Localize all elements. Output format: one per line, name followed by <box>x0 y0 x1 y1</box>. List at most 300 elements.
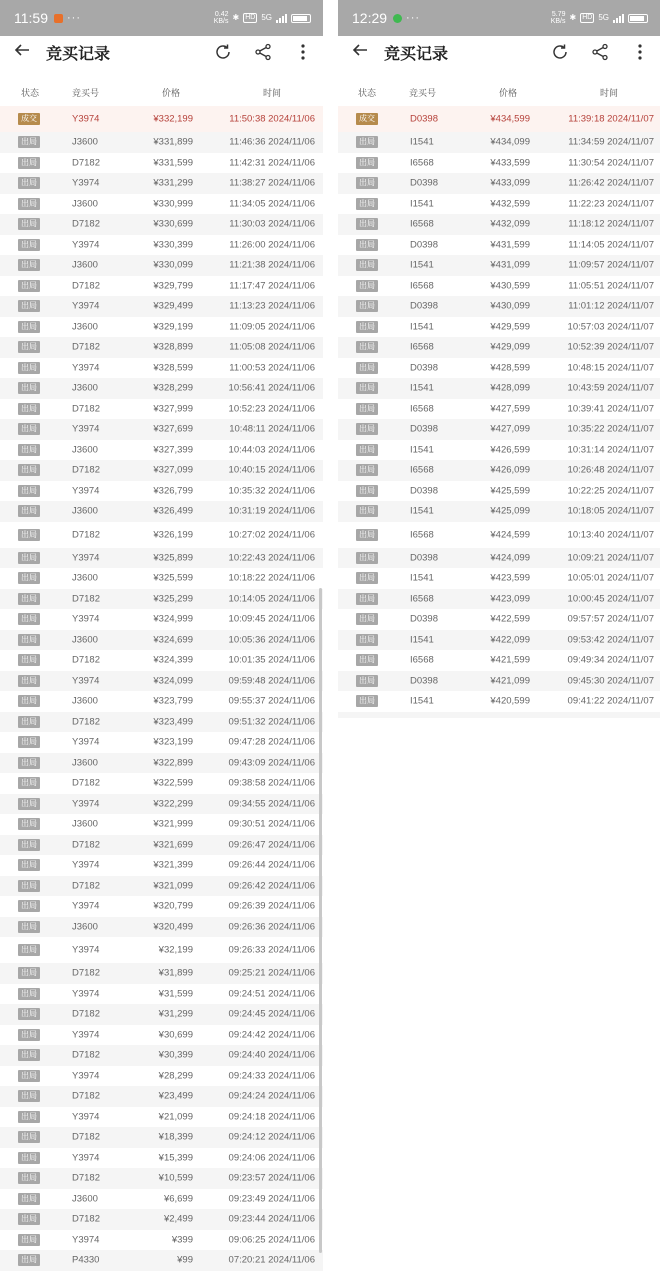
bid-row <box>338 568 660 589</box>
col-time: 时间 <box>600 88 619 98</box>
bid-row <box>0 1025 323 1046</box>
bid-price: ¥429,599 <box>490 321 530 333</box>
status-badge: 出局 <box>18 300 40 312</box>
bid-time: 09:26:36 2024/11/06 <box>228 921 315 933</box>
bidder-number: Y3974 <box>72 362 100 374</box>
share-icon[interactable] <box>590 42 610 62</box>
bid-time: 09:26:42 2024/11/06 <box>228 880 315 892</box>
col-bidder: 竞买号 <box>72 88 100 98</box>
signal-icon <box>613 14 624 23</box>
bid-time: 10:52:39 2024/11/07 <box>567 341 654 353</box>
status-badge: 出局 <box>18 1131 40 1143</box>
bid-time: 09:24:40 2024/11/06 <box>228 1049 315 1061</box>
bid-row <box>0 399 323 420</box>
bidder-number: Y3974 <box>72 423 100 435</box>
bid-time: 10:26:48 2024/11/07 <box>567 464 654 476</box>
bid-time: 11:05:08 2024/11/06 <box>229 341 315 353</box>
bid-row <box>0 691 323 712</box>
status-badge: 出局 <box>18 423 40 435</box>
right-screen <box>338 0 660 1281</box>
bid-time: 10:18:05 2024/11/07 <box>567 505 654 517</box>
bidder-number: D0398 <box>410 300 438 312</box>
bid-price: ¥329,199 <box>153 321 193 333</box>
bid-row <box>0 235 323 256</box>
bid-row <box>338 378 660 399</box>
bid-row <box>0 1189 323 1210</box>
bidder-number: D7182 <box>72 1008 100 1020</box>
bid-row <box>338 481 660 502</box>
status-badge: 出局 <box>18 777 40 789</box>
bid-row <box>338 650 660 671</box>
bidder-number: D7182 <box>72 1172 100 1184</box>
bid-row <box>338 132 660 153</box>
status-badge: 出局 <box>18 654 40 666</box>
bid-row <box>338 358 660 379</box>
bid-row <box>0 255 323 276</box>
bid-price: ¥329,799 <box>153 280 193 292</box>
bidder-number: Y3974 <box>72 113 100 125</box>
bid-time: 10:48:15 2024/11/07 <box>567 362 654 374</box>
status-badge: 出局 <box>18 529 40 541</box>
bid-price: ¥322,899 <box>153 757 193 769</box>
bid-row <box>338 548 660 569</box>
bid-time: 09:25:21 2024/11/06 <box>228 967 315 979</box>
bidder-number: D0398 <box>410 613 438 625</box>
bid-row <box>0 650 323 671</box>
bid-price: ¥31,899 <box>158 967 193 979</box>
bid-row <box>338 419 660 440</box>
bid-row <box>0 589 323 610</box>
status-badge: 出局 <box>18 900 40 912</box>
status-badge: 出局 <box>18 485 40 497</box>
status-badge: 成交 <box>18 113 40 125</box>
bid-price: ¥327,399 <box>153 444 193 456</box>
bid-row <box>338 609 660 630</box>
battery-icon <box>291 14 311 23</box>
bid-record-list <box>338 106 660 718</box>
bidder-number: D7182 <box>72 529 100 540</box>
status-badge: 出局 <box>356 157 378 169</box>
app-header <box>0 36 323 68</box>
bid-price: ¥15,399 <box>158 1152 193 1164</box>
network-speed-unit: KB/s <box>550 18 566 25</box>
bid-row <box>338 276 660 297</box>
bid-row <box>0 153 323 174</box>
status-badge: 出局 <box>18 177 40 189</box>
status-badge: 出局 <box>18 1029 40 1041</box>
status-badge: 出局 <box>356 695 378 707</box>
bid-row <box>0 835 323 856</box>
bid-row <box>0 609 323 630</box>
scrollbar[interactable] <box>319 588 322 1253</box>
bid-price: ¥21,099 <box>158 1111 193 1123</box>
bid-time: 11:05:51 2024/11/07 <box>568 280 654 292</box>
bid-row <box>0 214 323 235</box>
bid-price: ¥433,599 <box>490 157 530 169</box>
bid-price: ¥434,099 <box>490 136 530 148</box>
bidder-number: J3600 <box>72 634 98 646</box>
bidder-number: Y3974 <box>72 900 100 912</box>
more-notifications-icon: ··· <box>67 12 81 24</box>
status-badge: 出局 <box>356 218 378 230</box>
bid-row <box>338 399 660 420</box>
bid-time: 11:34:05 2024/11/06 <box>229 198 315 210</box>
bidder-number: J3600 <box>72 259 98 271</box>
bid-price: ¥321,399 <box>153 859 193 871</box>
bid-row <box>0 984 323 1005</box>
status-badge: 出局 <box>356 572 378 584</box>
bid-price: ¥327,099 <box>153 464 193 476</box>
bidder-number: J3600 <box>72 818 98 830</box>
bid-time: 09:57:57 2024/11/07 <box>567 613 654 625</box>
status-badge: 出局 <box>18 593 40 605</box>
status-badge: 出局 <box>18 944 40 956</box>
status-badge: 出局 <box>356 654 378 666</box>
bid-price: ¥323,499 <box>153 716 193 728</box>
status-bar <box>0 0 323 36</box>
bidder-number: Y3974 <box>72 552 100 564</box>
bidder-number: D7182 <box>72 464 100 476</box>
bid-price: ¥428,099 <box>490 382 530 394</box>
bid-price: ¥423,099 <box>490 593 530 605</box>
refresh-icon[interactable] <box>550 42 570 62</box>
status-badge: 出局 <box>18 1234 40 1246</box>
bidder-number: Y3974 <box>72 988 100 1000</box>
bid-time: 10:05:01 2024/11/07 <box>567 572 654 584</box>
bid-row <box>0 337 323 358</box>
bid-row <box>0 132 323 153</box>
status-badge: 出局 <box>18 967 40 979</box>
status-badge: 出局 <box>356 259 378 271</box>
bidder-number: J3600 <box>72 321 98 333</box>
bid-row <box>338 630 660 651</box>
bid-time: 09:43:09 2024/11/06 <box>228 757 315 769</box>
bid-price: ¥430,599 <box>490 280 530 292</box>
app-notification-icon <box>54 14 63 23</box>
bidder-number: Y3974 <box>72 859 100 871</box>
bid-time: 10:14:05 2024/11/06 <box>228 593 315 605</box>
bid-time: 11:09:57 2024/11/07 <box>568 259 654 271</box>
bidder-number: D7182 <box>72 341 100 353</box>
bid-time: 09:24:45 2024/11/06 <box>228 1008 315 1020</box>
bid-time: 09:24:24 2024/11/06 <box>228 1090 315 1102</box>
bidder-number: D0398 <box>410 113 438 125</box>
status-time: 12:29 <box>352 10 388 26</box>
bid-price: ¥320,799 <box>153 900 193 912</box>
status-badge: 出局 <box>356 613 378 625</box>
list-end-spacer <box>338 712 660 718</box>
bidder-number: D0398 <box>410 423 438 435</box>
bid-time: 09:06:25 2024/11/06 <box>228 1234 315 1246</box>
bid-time: 11:50:38 2024/11/06 <box>229 113 315 125</box>
bid-price: ¥432,099 <box>490 218 530 230</box>
status-badge: 出局 <box>18 613 40 625</box>
bidder-number: I6568 <box>410 403 434 415</box>
bid-time: 10:00:45 2024/11/07 <box>567 593 654 605</box>
bid-price: ¥426,099 <box>490 464 530 476</box>
col-bidder: 竞买号 <box>409 88 437 98</box>
bid-row <box>0 194 323 215</box>
bid-row <box>0 419 323 440</box>
bid-time: 09:26:33 2024/11/06 <box>228 944 315 956</box>
bidder-number: I6568 <box>410 654 434 666</box>
bid-price: ¥321,099 <box>153 880 193 892</box>
hd-icon: HD <box>582 14 593 21</box>
bid-record-list <box>0 106 323 1277</box>
bidder-number: I1541 <box>410 259 434 271</box>
bidder-number: D7182 <box>72 1049 100 1061</box>
bid-time: 09:26:47 2024/11/06 <box>228 839 315 851</box>
left-screen <box>0 0 323 1281</box>
bid-time: 10:31:14 2024/11/07 <box>567 444 654 456</box>
status-badge: 出局 <box>356 177 378 189</box>
bidder-number: D7182 <box>72 777 100 789</box>
bidder-number: I6568 <box>410 157 434 169</box>
bidder-number: D7182 <box>72 593 100 605</box>
bidder-number: J3600 <box>72 198 98 210</box>
bid-row <box>338 317 660 338</box>
bid-price: ¥327,999 <box>153 403 193 415</box>
bid-row <box>0 522 323 548</box>
status-badge: 出局 <box>18 1152 40 1164</box>
bid-row <box>0 1168 323 1189</box>
bid-price: ¥323,799 <box>153 695 193 707</box>
bid-price: ¥32,199 <box>158 944 193 956</box>
bid-row <box>0 876 323 897</box>
status-badge: 出局 <box>18 572 40 584</box>
network-speed-unit: KB/s <box>213 18 229 25</box>
bid-time: 09:47:28 2024/11/06 <box>228 736 315 748</box>
bid-row <box>0 1086 323 1107</box>
status-badge: 出局 <box>18 1254 40 1266</box>
bid-time: 11:26:00 2024/11/06 <box>229 239 315 251</box>
bidder-number: D0398 <box>410 552 438 564</box>
bid-time: 10:35:22 2024/11/07 <box>567 423 654 435</box>
bid-time: 09:26:44 2024/11/06 <box>228 859 315 871</box>
bidder-number: Y3974 <box>72 1070 100 1082</box>
bid-row <box>0 501 323 522</box>
bid-price: ¥321,999 <box>153 818 193 830</box>
table-header <box>338 76 660 106</box>
bidder-number: Y3974 <box>72 613 100 625</box>
bid-price: ¥332,199 <box>153 113 193 125</box>
status-badge: 出局 <box>356 423 378 435</box>
bidder-number: Y3974 <box>72 485 100 497</box>
bid-row <box>338 691 660 712</box>
bid-price: ¥31,299 <box>158 1008 193 1020</box>
bid-row <box>0 630 323 651</box>
bid-time: 07:20:21 2024/11/06 <box>228 1254 315 1266</box>
bidder-number: D7182 <box>72 654 100 666</box>
bid-price: ¥324,999 <box>153 613 193 625</box>
status-badge: 出局 <box>18 382 40 394</box>
status-badge: 出局 <box>356 321 378 333</box>
bidder-number: D7182 <box>72 280 100 292</box>
bid-time: 09:45:30 2024/11/07 <box>567 675 654 687</box>
bid-row <box>0 296 323 317</box>
bidder-number: D7182 <box>72 880 100 892</box>
network-type: 5G <box>261 13 272 22</box>
bid-row <box>0 460 323 481</box>
bid-time: 10:09:21 2024/11/07 <box>567 552 654 564</box>
network-speed <box>214 11 229 25</box>
back-arrow-icon[interactable] <box>352 41 384 64</box>
status-badge: 出局 <box>18 341 40 353</box>
list-end-spacer <box>0 1271 323 1277</box>
bid-row <box>0 276 323 297</box>
col-time: 时间 <box>263 88 282 98</box>
bidder-number: J3600 <box>72 382 98 394</box>
bid-price: ¥325,599 <box>153 572 193 584</box>
bidder-number: Y3974 <box>72 1152 100 1164</box>
bid-time: 11:17:47 2024/11/06 <box>229 280 315 292</box>
page-title: 竞买记录 <box>46 45 111 63</box>
status-badge: 出局 <box>18 1090 40 1102</box>
bidder-number: I1541 <box>410 321 434 333</box>
bid-time: 09:38:58 2024/11/06 <box>228 777 315 789</box>
more-menu-icon[interactable] <box>630 42 650 62</box>
bid-time: 10:56:41 2024/11/06 <box>228 382 315 394</box>
bid-price: ¥326,799 <box>153 485 193 497</box>
bid-price: ¥429,099 <box>490 341 530 353</box>
status-badge: 出局 <box>18 1172 40 1184</box>
bid-price: ¥422,099 <box>490 634 530 646</box>
bid-row <box>0 1250 323 1271</box>
bid-row <box>338 440 660 461</box>
bid-time: 11:21:38 2024/11/06 <box>229 259 315 271</box>
bid-row <box>0 1107 323 1128</box>
status-badge: 出局 <box>18 880 40 892</box>
bidder-number: D0398 <box>410 485 438 497</box>
bid-price: ¥322,299 <box>153 798 193 810</box>
bidder-number: I1541 <box>410 382 434 394</box>
bidder-number: I1541 <box>410 634 434 646</box>
status-badge: 出局 <box>18 239 40 251</box>
hd-icon: HD <box>245 14 256 21</box>
bid-price: ¥320,499 <box>153 921 193 933</box>
bid-time: 10:35:32 2024/11/06 <box>228 485 315 497</box>
bid-time: 09:24:06 2024/11/06 <box>228 1152 315 1164</box>
status-badge: 出局 <box>18 157 40 169</box>
status-badge: 出局 <box>356 300 378 312</box>
bidder-number: D7182 <box>72 1090 100 1102</box>
bidder-number: Y3974 <box>72 1029 100 1041</box>
bid-price: ¥328,899 <box>153 341 193 353</box>
winning-bid-row <box>0 106 323 132</box>
status-badge: 出局 <box>18 1049 40 1061</box>
back-arrow-icon[interactable] <box>14 41 46 64</box>
bid-price: ¥330,999 <box>153 198 193 210</box>
status-badge: 出局 <box>356 382 378 394</box>
bid-price: ¥420,599 <box>490 695 530 707</box>
bid-price: ¥331,299 <box>153 177 193 189</box>
bidder-number: D0398 <box>410 177 438 189</box>
bidder-number: D0398 <box>410 675 438 687</box>
share-icon[interactable] <box>253 42 273 62</box>
bid-price: ¥323,199 <box>153 736 193 748</box>
bid-time: 11:39:18 2024/11/07 <box>568 113 654 125</box>
more-notifications-icon: ··· <box>406 12 421 24</box>
status-icons <box>214 11 311 25</box>
bid-row <box>0 917 323 938</box>
bid-time: 10:18:22 2024/11/06 <box>228 572 315 584</box>
bid-time: 09:23:57 2024/11/06 <box>228 1172 315 1184</box>
bidder-number: D7182 <box>72 218 100 230</box>
bid-time: 10:39:41 2024/11/07 <box>567 403 654 415</box>
bid-time: 10:57:03 2024/11/07 <box>567 321 654 333</box>
col-price: 价格 <box>499 88 518 98</box>
status-badge: 出局 <box>356 403 378 415</box>
bid-time: 09:24:18 2024/11/06 <box>228 1111 315 1123</box>
bid-price: ¥427,099 <box>490 423 530 435</box>
signal-icon <box>276 14 287 23</box>
bid-row <box>0 753 323 774</box>
bid-price: ¥324,699 <box>153 634 193 646</box>
status-badge: 出局 <box>18 798 40 810</box>
status-badge: 出局 <box>18 464 40 476</box>
status-badge: 出局 <box>18 505 40 517</box>
bid-price: ¥330,399 <box>153 239 193 251</box>
bid-row <box>338 214 660 235</box>
bid-time: 10:22:25 2024/11/07 <box>567 485 654 497</box>
bidder-number: D7182 <box>72 1213 100 1225</box>
bid-price: ¥399 <box>171 1234 193 1246</box>
refresh-icon[interactable] <box>213 42 233 62</box>
status-badge: 出局 <box>18 218 40 230</box>
bid-row <box>0 963 323 984</box>
bid-time: 09:23:49 2024/11/06 <box>228 1193 315 1205</box>
status-badge: 出局 <box>18 362 40 374</box>
bid-time: 11:22:23 2024/11/07 <box>568 198 654 210</box>
bid-time: 09:30:51 2024/11/06 <box>228 818 315 830</box>
bid-time: 10:13:40 2024/11/07 <box>567 529 654 540</box>
bid-time: 10:31:19 2024/11/06 <box>228 505 315 517</box>
winning-bid-row <box>338 106 660 132</box>
bid-time: 11:13:23 2024/11/06 <box>229 300 315 312</box>
bid-time: 11:38:27 2024/11/06 <box>229 177 315 189</box>
bid-row <box>338 337 660 358</box>
app-header <box>338 36 660 68</box>
bid-price: ¥18,399 <box>158 1131 193 1143</box>
bid-price: ¥430,099 <box>490 300 530 312</box>
more-menu-icon[interactable] <box>293 42 313 62</box>
bid-price: ¥432,599 <box>490 198 530 210</box>
bidder-number: I6568 <box>410 280 434 292</box>
bid-price: ¥425,599 <box>490 485 530 497</box>
bidder-number: Y3974 <box>72 1234 100 1246</box>
bid-time: 11:30:54 2024/11/07 <box>568 157 654 169</box>
bid-price: ¥421,599 <box>490 654 530 666</box>
status-badge: 出局 <box>18 280 40 292</box>
status-badge: 出局 <box>356 552 378 564</box>
bid-price: ¥2,499 <box>163 1213 193 1225</box>
network-speed-value: 0.42 <box>214 11 229 18</box>
bid-price: ¥427,599 <box>490 403 530 415</box>
status-badge: 出局 <box>18 1193 40 1205</box>
bid-row <box>338 589 660 610</box>
bid-row <box>0 568 323 589</box>
status-badge: 出局 <box>18 675 40 687</box>
status-badge: 出局 <box>18 136 40 148</box>
status-badge: 出局 <box>18 1213 40 1225</box>
bid-row <box>0 548 323 569</box>
bid-time: 11:34:59 2024/11/07 <box>568 136 654 148</box>
bidder-number: J3600 <box>72 757 98 769</box>
bid-row <box>338 153 660 174</box>
status-badge: 出局 <box>18 1070 40 1082</box>
status-badge: 出局 <box>18 444 40 456</box>
bid-time: 11:18:12 2024/11/07 <box>568 218 654 230</box>
